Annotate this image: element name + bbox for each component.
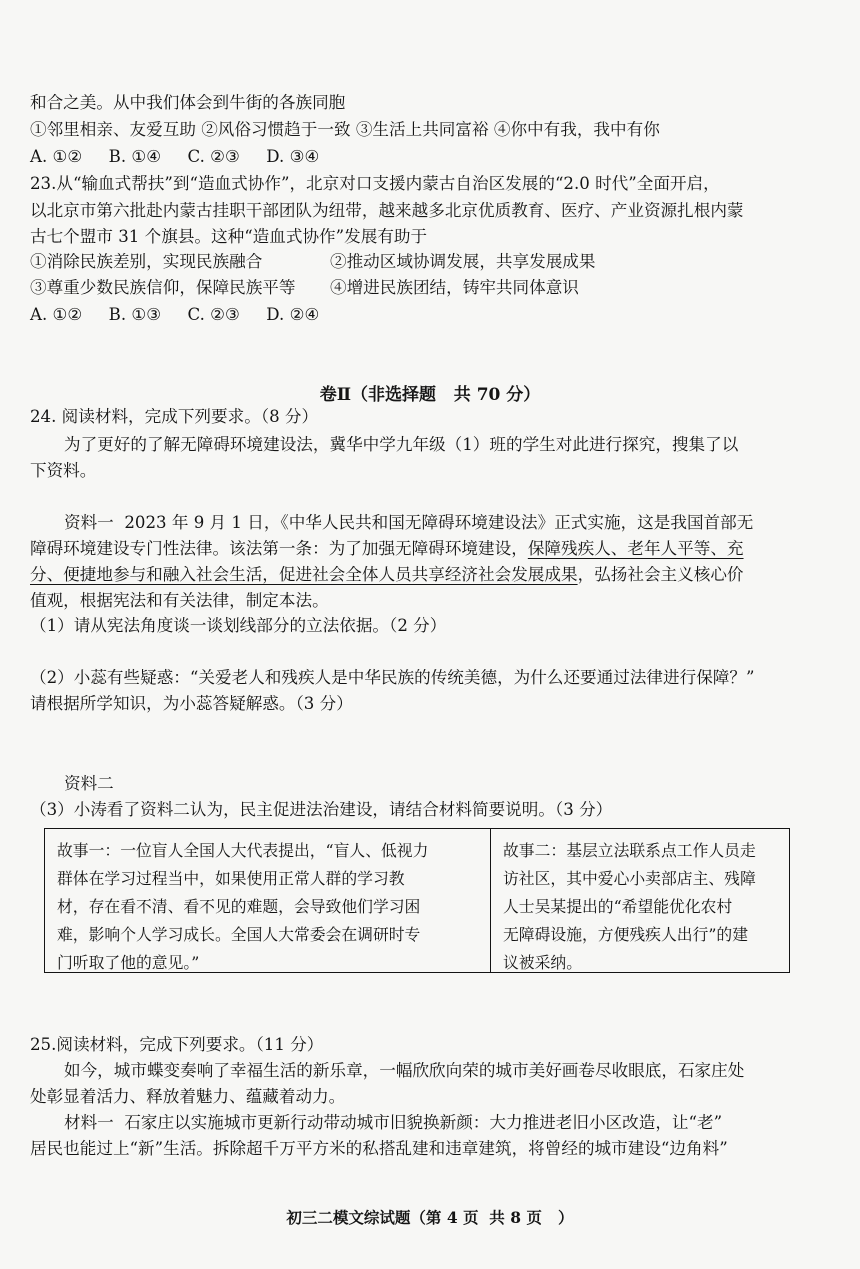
- q24-heading: 24. 阅读材料，完成下列要求。（8 分）: [30, 407, 319, 426]
- q24-material1-line3-plain: ，弘扬社会主义核心价: [577, 565, 744, 584]
- story-one-line: 故事一：一位盲人全国人大代表提出，“盲人、低视力: [57, 841, 429, 860]
- section-2-title: 卷Ⅱ（非选择题 共 70 分）: [319, 385, 541, 405]
- q24-underlined-text-2: 分、便捷地参与和融入社会生活，促进社会全体人员共享经济社会发展成果: [30, 565, 578, 584]
- story-two-line: 访社区，其中爱心小卖部店主、残障: [503, 869, 756, 888]
- q24-material1-line2: [30, 537, 744, 561]
- q23-stem-line3: 古七个盟市 31 个旗县。这种“造血式协作”发展有助于: [30, 227, 428, 246]
- q24-underlined-text-1: 保障残疾人、老年人平等、充: [527, 539, 744, 558]
- q23-option-2: ②推动区域协调发展，共享发展成果: [330, 252, 596, 271]
- q23-stem-line2: 以北京市第六批赴内蒙古挂职干部团队为纽带，越来越多北京优质教育、医疗、产业资源扎根内蒙: [30, 201, 744, 220]
- story-one-line: 门听取了他的意见。”: [57, 953, 200, 972]
- q25-intro-line1: 如今，城市蝶变奏响了幸福生活的新乐章，一幅欣欣向荣的城市美好画卷尽收眼底，石家庄处: [64, 1061, 745, 1080]
- story-two-line: 人士吴某提出的“希望能优化农村: [503, 897, 733, 916]
- q24-material1-line1: 资料一 2023 年 9 月 1 日，《中华人民共和国无障碍环境建设法》正式实施，这是我国首部无: [64, 513, 754, 532]
- story-two-line: 议被采纳。: [503, 953, 582, 972]
- q25-heading: 25.阅读材料，完成下列要求。（11 分）: [30, 1035, 324, 1054]
- q24-material1-line3: [30, 563, 744, 587]
- q23-option-1: ①消除民族差别，实现民族融合: [30, 252, 263, 271]
- story-one-line: 材，存在看不清、看不见的难题，会导致他们学习困: [57, 897, 421, 916]
- q24-intro-line1: 为了更好的了解无障碍环境建设法，冀华中学九年级（1）班的学生对此进行探究，搜集了以: [64, 435, 739, 454]
- story-two-line: 无障碍设施，方便残疾人出行”的建: [503, 925, 749, 944]
- q22-tail-line: 和合之美。从中我们体会到牛街的各族同胞: [30, 93, 346, 112]
- q22-choices: A. ①② B. ①④ C. ②③ D. ③④: [30, 147, 320, 166]
- q24-material1-line2-plain: 障碍环境建设专门性法律。该法第一条：为了加强无障碍环境建设，: [30, 539, 528, 558]
- story-one-cell: [45, 829, 491, 972]
- q25-material1-line2: 居民也能过上“新”生活。拆除超千万平方米的私搭乱建和违章建筑，将曾经的城市建设“边角料”: [30, 1139, 728, 1158]
- q23-choices: A. ①② B. ①③ C. ②③ D. ②④: [30, 305, 320, 324]
- q24-material1-line4: 值观，根据宪法和有关法律，制定本法。: [30, 591, 329, 610]
- q22-options: ①邻里相亲、友爱互助 ②风俗习惯趋于一致 ③生活上共同富裕 ④你中有我，我中有你: [30, 120, 660, 139]
- story-table: [44, 828, 790, 973]
- q24-intro-line2: 下资料。: [30, 461, 97, 480]
- story-two-cell: [491, 829, 789, 972]
- q23-stem-line1: 23.从“输血式帮扶”到“造血式协作”，北京对口支援内蒙古自治区发展的“2.0 时代”全面开启，: [30, 174, 720, 193]
- story-two-line: 故事二：基层立法联系点工作人员走: [503, 841, 756, 860]
- q24-material2-label: 资料二: [64, 774, 114, 793]
- q24-subquestion-1: （1）请从宪法角度谈一谈划线部分的立法依据。（2 分）: [30, 616, 447, 635]
- story-one-line: 难，影响个人学习成长。全国人大常委会在调研时专: [57, 925, 421, 944]
- q24-subquestion-2-line2: 请根据所学知识，为小蕊答疑解惑。（3 分）: [30, 694, 353, 713]
- q25-intro-line2: 处彰显着活力、释放着魅力、蕴藏着动力。: [30, 1087, 346, 1106]
- q24-subquestion-2-line1: （2）小蕊有些疑惑：“关爱老人和残疾人是中华民族的传统美德，为什么还要通过法律进行保障？”: [30, 668, 755, 687]
- q25-material1-line1: 材料一 石家庄以实施城市更新行动带动城市旧貌换新颜：大力推进老旧小区改造，让“老”: [64, 1113, 723, 1132]
- q23-option-3: ③尊重少数民族信仰，保障民族平等: [30, 278, 296, 297]
- q24-subquestion-3: （3）小涛看了资料二认为，民主促进法治建设，请结合材料简要说明。（3 分）: [30, 800, 613, 819]
- page-footer: 初三二模文综试题（第 4 页 共 8 页 ）: [286, 1208, 574, 1227]
- q23-option-4: ④增进民族团结，铸牢共同体意识: [330, 278, 579, 297]
- story-one-line: 群体在学习过程当中，如果使用正常人群的学习教: [57, 869, 405, 888]
